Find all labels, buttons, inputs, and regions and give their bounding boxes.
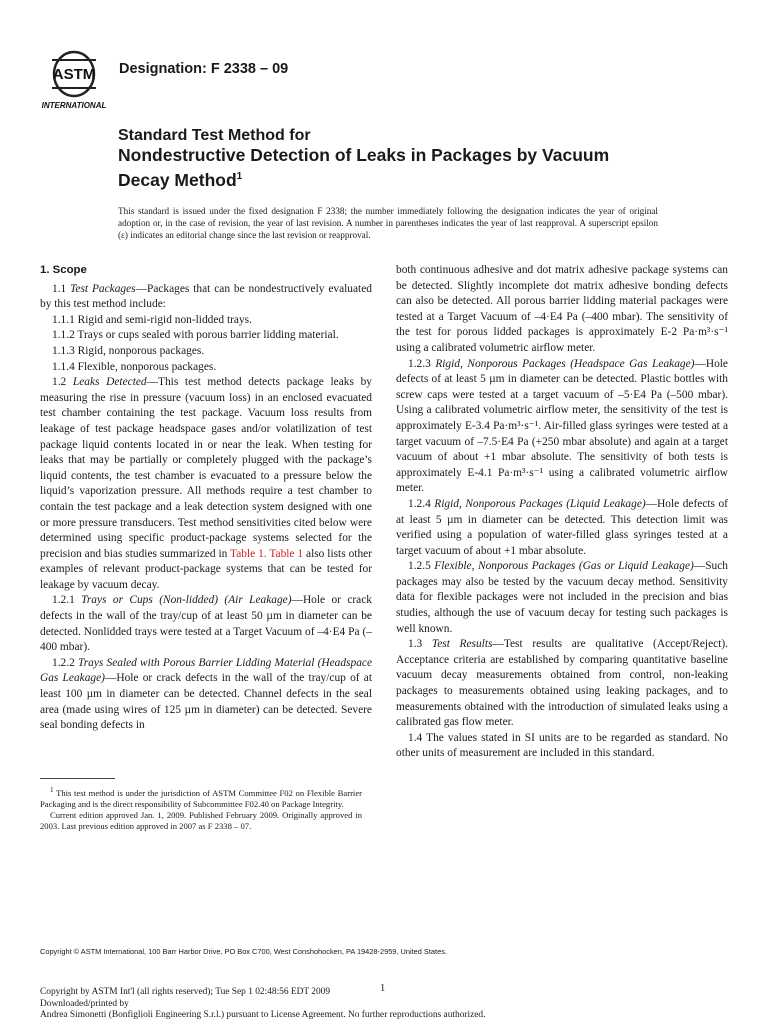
para-1-1-2: 1.1.2 Trays or cups sealed with porous barrier lidding material. bbox=[52, 329, 339, 342]
para-1-2: 1.2 Leaks Detected—This test method detects package leaks by measuring the rise in pressure (vacuum loss) in an enclosed evacuated test chamber containing the test package. Vacuum loss results from leakage of test package headspace gases and/or volatilization of test package liquid contents located in or near the leak. When testing for leaks that may be partially or completely plugged with the package’s liquid contents, the test chamber is evacuated to a pressure below the liquid’s vaporization pressure. All methods require a test chamber to contain the test package and a leak detection system designed with one or more pressure transducers. Test method sensitivities cited below were determined using specific product-package systems selected for the precision and bias studies summarized in Table 1. Table 1 also lists other examples of relevant product-package systems that can be tested for leakage by vacuum decay. bbox=[40, 376, 372, 591]
footnote-edition: Current edition approved Jan. 1, 2009. Published February 2009. Originally approved in 2003. Last previous edition approved in 2007 as F 2338 – 07. bbox=[40, 809, 362, 831]
logo-subtext: INTERNATIONAL bbox=[41, 101, 107, 110]
issuance-notice: This standard is issued under the fixed designation F 2338; the number immediately following the designation indicates the year of original adoption or, in the case of revision, the year of last revision. A number in parentheses indicates the year of last reapproval. A superscript epsilon (ε) indicates an editorial change since the last revision or reapproval. bbox=[118, 206, 658, 240]
logo-text: ASTM bbox=[52, 66, 96, 83]
para-1-4: 1.4 The values stated in SI units are to be regarded as standard. No other units of measurement are included in this standard. bbox=[396, 731, 728, 760]
title-line-1: Standard Test Method for bbox=[118, 127, 311, 144]
para-1-1: 1.1 Test Packages—Packages that can be nondestructively evaluated by this test method include: bbox=[40, 282, 372, 311]
download-notice bbox=[40, 987, 485, 1022]
para-1-1-3: 1.1.3 Rigid, nonporous packages. bbox=[52, 344, 205, 357]
copyright-notice: Copyright © ASTM International, 100 Barr Harbor Drive, PO Box C700, West Conshohocken, PA 19428-2959, United States. bbox=[40, 947, 447, 956]
title-line-2: Nondestructive Detection of Leaks in Packages by Vacuum bbox=[118, 145, 610, 165]
download-line-3: Andrea Simonetti (Bonfiglioli Engineering S.r.l.) pursuant to License Agreement. No further reproductions authorized. bbox=[40, 1010, 486, 1020]
title-line-3 bbox=[118, 166, 678, 191]
para-1-3: 1.3 Test Results—Test results are qualitative (Accept/Reject). Acceptance criteria are established by comparing quantitative baseline vacuum decay measurements obtained from control, non-leaking packages to measurements obtained using leaking packages, and to measurements obtained with the introduction of simulated leaks using a calibrated gas flow meter. bbox=[396, 638, 729, 729]
para-1-2-2-cont: both continuous adhesive and dot matrix adhesive package systems can be detected. Slightly incomplete dot matrix adhesive bonding defects can also be detected. All porous barrier lidding material packages were tested at a Target Vacuum of –4·E4 Pa (–400 mbar). The sensitivity of the test for porous lidded packages is approximately E-2 Pa·m³·s⁻¹ using a calibrated volumetric airflow meter. bbox=[396, 264, 728, 354]
page-number: 1 bbox=[380, 983, 386, 994]
footnote-1: $^1$ This test method is under the jurisdiction of ASTM Committee F02 on Flexible Barrier Packaging and is the direct responsibility of Subcommittee F02.40 on Package Integrity. bbox=[40, 786, 362, 809]
right-column bbox=[396, 263, 728, 762]
footnote-divider bbox=[40, 778, 115, 779]
download-line-2: Downloaded/printed by bbox=[40, 998, 129, 1009]
para-1-2-1: 1.2.1 Trays or Cups (Non-lidded) (Air Leakage)—Hole or crack defects in the wall of the tray/cup of at least 50 µm in diameter can be detected. Nonlidded trays were tested at a Target Vacuum of –4·E4 Pa (–400 mbar). bbox=[40, 594, 372, 654]
left-column bbox=[40, 263, 372, 734]
designation: Designation: F 2338 – 09 bbox=[119, 61, 289, 77]
para-1-2-5: 1.2.5 Flexible, Nonporous Packages (Gas or Liquid Leakage)—Such packages may also be tested by the vacuum decay method. Sensitivity data for flexible packages were not included in the precision and bias studies, although the use of vacuum decay for testing such packages is well known. bbox=[396, 560, 728, 635]
table-1-link[interactable]: Table 1. Table 1 bbox=[230, 547, 304, 560]
para-1-2-2: 1.2.2 Trays Sealed with Porous Barrier Lidding Material (Headspace Gas Leakage)—Hole or crack defects in the wall of the tray/cup of at least 100 µm in diameter can be detected. Channel defects in the seal area (made using wires of 125 µm in diameter) can be detected. Severe seal bonding defects in bbox=[40, 656, 372, 732]
para-1-1-4: 1.1.4 Flexible, nonporous packages. bbox=[52, 360, 217, 373]
title-footnote-mark: 1 bbox=[236, 171, 243, 182]
astm-logo bbox=[38, 48, 114, 110]
para-1-2-4: 1.2.4 Rigid, Nonporous Packages (Liquid Leakage)—Hole defects of at least 5 µm in diameter can be detected. This detection limit was verified using a population of water-filled glass syringes tested at a target vacuum of about +1 mbar absolute. bbox=[396, 497, 728, 557]
footnotes bbox=[40, 785, 362, 832]
para-1-1-1: 1.1.1 Rigid and semi-rigid non-lidded trays. bbox=[52, 313, 252, 326]
document-title bbox=[118, 126, 678, 191]
download-line-1: Copyright by ASTM Int'l (all rights reserved); Tue Sep 1 02:48:56 EDT 2009 bbox=[40, 987, 331, 997]
section-heading-scope: 1. Scope bbox=[40, 264, 87, 276]
para-1-2-3: 1.2.3 Rigid, Nonporous Packages (Headspace Gas Leakage)—Hole defects of at least 5 µm in diameter can be detected. Plastic bottles with screw caps were tested at a target vacuum of –5·E4 Pa (–500 mbar). Using a calibrated volumetric airflow meter, the sensitivity of the test is approximately E-3.4 Pa·m³·s⁻¹. Air-filled glass syringes were tested at a target vacuum of –7.5·E4 Pa (+250 mbar absolute) and again at a target vacuum of about +1 mbar absolute. The sensitivity of both tests is approximately E-4.1 Pa·m³·s⁻¹ using a calibrated volumetric airflow meter. bbox=[396, 357, 728, 495]
title-line-3-text: Decay Method bbox=[118, 169, 237, 190]
